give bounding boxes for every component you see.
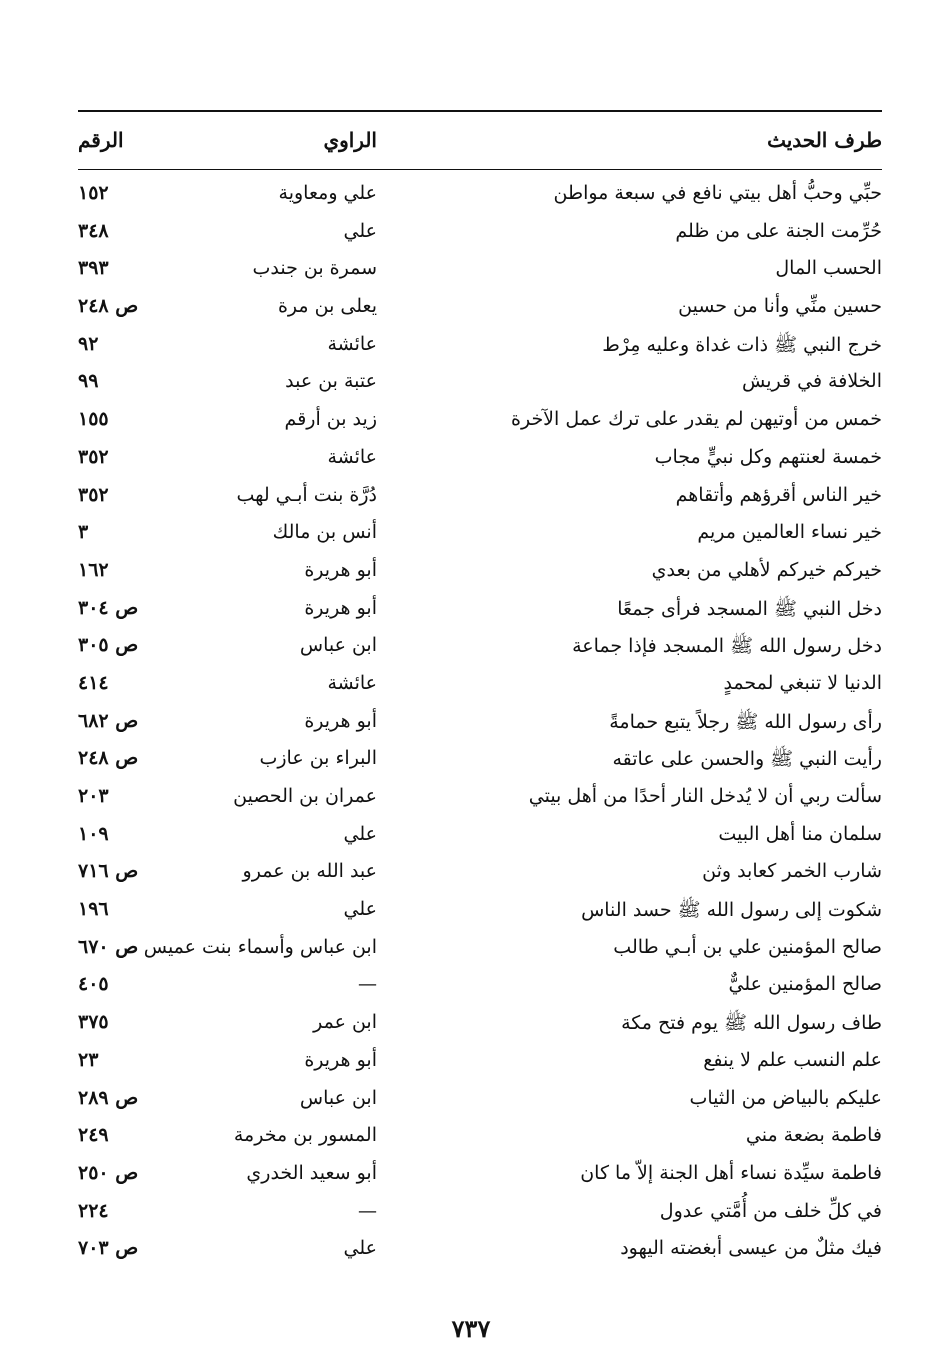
narrator-cell: علي ومعاوية (278, 182, 377, 204)
table-row (78, 251, 882, 289)
number-cell: ص ٢٤٨ (78, 295, 139, 318)
hadith-cell: خمس من أوتيهن لم يقدر على ترك عمل الآخرة (511, 408, 882, 431)
number-cell: ص ٢٤٨ (78, 747, 139, 770)
hadith-cell: شارب الخمر كعابد وثن (702, 860, 882, 883)
table-row (78, 176, 882, 214)
hadith-cell: صالح المؤمنين عليٌّ (728, 973, 882, 996)
number-cell: ١٠٩ (78, 822, 109, 845)
header-number: الرقم (78, 128, 124, 152)
table-row (78, 591, 882, 629)
number-cell: ٢٢٤ (78, 1199, 109, 1222)
hadith-cell: حسين منِّي وأنا من حسين (678, 295, 882, 318)
hadith-cell: عليكم بالبياض من الثياب (689, 1086, 882, 1109)
table-row (78, 628, 882, 666)
number-cell: ص ٧٠٣ (78, 1237, 139, 1260)
narrator-cell: زيد بن أرقم (284, 408, 377, 431)
hadith-cell: شكوت إلى رسول الله ﷺ حسد الناس (581, 899, 882, 922)
number-cell: ١٩٦ (78, 898, 109, 921)
number-cell: ٩٩ (78, 370, 99, 393)
hadith-cell: سألت ربي أن لا يُدخل النار أحدًا من أهل بيتي (528, 785, 882, 807)
table-row (78, 967, 882, 1005)
hadith-cell: رأى رسول الله ﷺ رجلاً يتبع حمامةً (609, 710, 882, 733)
table-row (78, 1005, 882, 1043)
number-cell: ٤٠٥ (78, 973, 109, 996)
narrator-cell: البراء بن عازب (259, 747, 377, 770)
narrator-cell: المسور بن مخرمة (233, 1124, 377, 1147)
hadith-cell: طاف رسول الله ﷺ يوم فتح مكة (621, 1012, 882, 1035)
number-cell: ٣٤٨ (78, 219, 109, 242)
table-row (78, 440, 882, 478)
number-cell: ص ٣٠٤ (78, 596, 139, 619)
narrator-cell: أبو هريرة (304, 709, 377, 732)
hadith-cell: سلمان منا أهل البيت (718, 822, 882, 845)
table-row (78, 402, 882, 440)
narrator-cell: علي (343, 822, 377, 845)
hadith-cell: دخل النبي ﷺ المسجد فرأى جمعًا (617, 597, 882, 620)
narrator-cell: علي (343, 898, 377, 921)
hadith-cell: حبِّي وحبُّ أهل بيتي نافع في سبعة مواطن (553, 182, 882, 204)
table-row (78, 289, 882, 327)
table-row (78, 854, 882, 892)
number-cell: ٣ (78, 521, 89, 544)
number-cell: ص ٧١٦ (78, 860, 139, 883)
hadith-cell: رأيت النبي ﷺ والحسن على عاتقه (612, 748, 882, 771)
narrator-cell: ابن عباس (299, 634, 377, 657)
table-row (78, 666, 882, 704)
number-cell: ص ٢٨٩ (78, 1086, 139, 1109)
table-row (78, 817, 882, 855)
table-row (78, 327, 882, 365)
hadith-cell: خيركم خيركم لأهلي من بعدي (651, 558, 882, 581)
number-cell: ٣٥٢ (78, 483, 109, 506)
narrator-cell: عائشة (327, 445, 377, 468)
narrator-cell: — (358, 1199, 377, 1222)
number-cell: ٤١٤ (78, 671, 109, 694)
narrator-cell: أبو هريرة (304, 558, 377, 581)
table-row (78, 1231, 882, 1269)
narrator-cell: أنس بن مالك (272, 521, 377, 544)
header-narrator: الراوي (323, 128, 377, 152)
hadith-cell: حُرِّمت الجنة على من ظلم (675, 219, 882, 242)
narrator-cell: — (358, 973, 377, 996)
hadith-cell: خير نساء العالمين مريم (697, 521, 882, 544)
narrator-cell: عمران بن الحصين (233, 785, 377, 807)
narrator-cell: ابن عباس (299, 1086, 377, 1109)
table-row (78, 1118, 882, 1156)
narrator-cell: عائشة (327, 332, 377, 355)
hadith-cell: خرج النبي ﷺ ذات غداة وعليه مِرْط (602, 333, 882, 356)
number-cell: ص ٣٠٥ (78, 634, 139, 657)
number-cell: ٩٢ (78, 332, 99, 355)
narrator-cell: عائشة (327, 671, 377, 694)
table-row (78, 364, 882, 402)
number-cell: ٣٧٥ (78, 1011, 109, 1034)
page-number: ٧٣٧ (451, 1314, 491, 1343)
table-row (78, 930, 882, 968)
hadith-cell: خمسة لعنتهم وكل نبيٍّ مجاب (654, 445, 882, 468)
table-row (78, 892, 882, 930)
number-cell: ٢٠٣ (78, 785, 109, 807)
table-row (78, 1081, 882, 1119)
hadith-cell: الخلافة في قريش (741, 370, 882, 393)
hadith-cell: صالح المؤمنين علي بن أبـي طالب (613, 935, 882, 958)
table-row (78, 779, 882, 817)
number-cell: ٣٩٣ (78, 257, 109, 280)
number-cell: ٣٥٢ (78, 445, 109, 468)
index-table (78, 110, 882, 1269)
table-row (78, 704, 882, 742)
hadith-cell: الحسب المال (775, 257, 882, 280)
table-header (78, 112, 882, 169)
narrator-cell: عتبة بن عبد (285, 370, 377, 393)
hadith-cell: في كلِّ خلف من أُمَّتي عدول (659, 1199, 882, 1222)
hadith-cell: الدنيا لا تنبغي لمحمدٍ (723, 671, 882, 694)
narrator-cell: علي (343, 1237, 377, 1260)
hadith-cell: علم النسب علم لا ينفع (703, 1048, 882, 1071)
table-row (78, 1043, 882, 1081)
narrator-cell: أبو هريرة (304, 596, 377, 619)
number-cell: ٢٣ (78, 1048, 99, 1071)
table-row (78, 553, 882, 591)
narrator-cell: أبو هريرة (304, 1048, 377, 1071)
number-cell: ١٥٥ (78, 408, 109, 431)
hadith-cell: فيك مثلٌ من عيسى أبغضته اليهود (620, 1237, 882, 1260)
table-row (78, 741, 882, 779)
narrator-cell: عبد الله بن عمرو (242, 860, 377, 883)
narrator-cell: ابن عمر (313, 1011, 377, 1034)
narrator-cell: سمرة بن جندب (252, 257, 377, 280)
hadith-cell: خير الناس أقرؤهم وأتقاهم (675, 483, 882, 506)
narrator-cell: دُرَّة بنت أبـي لهب (236, 483, 377, 506)
number-cell: ١٥٢ (78, 182, 109, 204)
narrator-cell: يعلى بن مرة (277, 295, 377, 318)
hadith-cell: دخل رسول الله ﷺ المسجد فإذا جماعة (572, 635, 882, 658)
narrator-cell: أبو سعيد الخدري (246, 1161, 377, 1184)
header-hadith: طرف الحديث (767, 128, 882, 152)
table-body (78, 170, 882, 1269)
hadith-cell: فاطمة بضعة مني (745, 1124, 882, 1147)
number-cell: ص ٦٧٠ (78, 935, 139, 958)
table-row (78, 1194, 882, 1232)
number-cell: ٢٤٩ (78, 1124, 109, 1147)
table-row (78, 1156, 882, 1194)
number-cell: ص ٦٨٢ (78, 709, 139, 732)
number-cell: ص ٢٥٠ (78, 1161, 139, 1184)
table-row (78, 214, 882, 252)
table-row (78, 478, 882, 516)
narrator-cell: علي (343, 219, 377, 242)
hadith-cell: فاطمة سيِّدة نساء أهل الجنة إلاّ ما كان (580, 1161, 882, 1184)
number-cell: ١٦٢ (78, 558, 109, 581)
narrator-cell: ابن عباس وأسماء بنت عميس (143, 935, 377, 958)
table-row (78, 515, 882, 553)
